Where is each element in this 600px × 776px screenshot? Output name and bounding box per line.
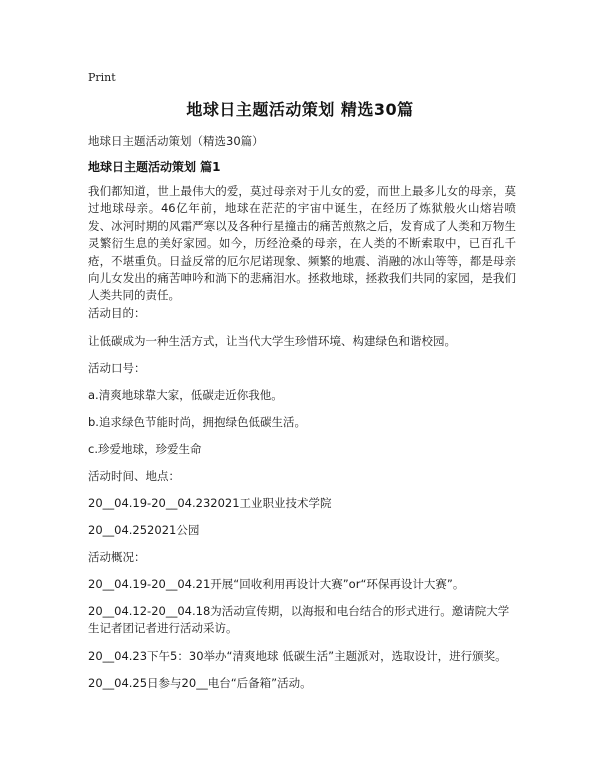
slogan-a: a.清爽地球靠大家，低碳走近你我他。 (88, 388, 283, 402)
slogan-c: c.珍爱地球，珍爱生命 (88, 442, 202, 456)
slogan-b: b.追求绿色节能时尚，拥抱绿色低碳生活。 (88, 415, 306, 429)
section-heading: 地球日主题活动策划 篇1 (88, 160, 221, 174)
overview-item-2: 20__04.12-20__04.18为活动宣传期，以海报和电台结合的形式进行。邀请院大学生记者团记者进行活动采访。 (88, 604, 510, 636)
time-place-1: 20__04.19-20__04.232021工业职业技术学院 (88, 496, 332, 510)
purpose-text: 让低碳成为一种生活方式，让当代大学生珍惜环境、构建绿色和谐校园。 (88, 334, 456, 348)
purpose-heading: 活动目的： (88, 306, 146, 320)
print-label: Print (88, 71, 116, 84)
overview-item-1: 20__04.19-20__04.21开展“回收利用再设计大赛”or“环保再设计大赛”。 (88, 577, 465, 591)
slogan-heading: 活动口号： (88, 361, 146, 375)
time-place-heading: 活动时间、地点： (88, 469, 180, 483)
overview-heading: 活动概况： (88, 550, 146, 564)
intro-paragraph: 我们都知道，世上最伟大的爱，莫过母亲对于儿女的爱，而世上最多儿女的母亲，莫过地球母亲。46亿年前，地球在茫茫的宇宙中诞生，在经历了炼狱般火山熔岩喷发、冰河时期的风霜严寒以及各种行星撞击的痛苦煎熬之后，发育成了人类和万物生灵繁衍生息的美好家园。如今，历经沧桑的母亲，在人类的不断索取中，已百孔千疮，不堪重负。日益反常的厄尔尼诺现象、频繁的地震、消融的冰山等等，都是母亲向儿女发出的痛苦呻吟和淌下的悲痛泪水。拯救地球，拯救我们共同的家园，是我们人类共同的责任。 (88, 184, 516, 303)
document-subtitle: 地球日主题活动策划（精选30篇） (88, 134, 264, 148)
time-place-2: 20__04.252021公园 (88, 523, 200, 537)
document-title: 地球日主题活动策划 精选30篇 (186, 100, 414, 119)
overview-item-4: 20__04.25日参与20__电台“后备箱”活动。 (88, 676, 312, 690)
overview-item-3: 20__04.23下午5：30举办“清爽地球 低碳生活”主题派对，选取设计，进行颁奖。 (88, 649, 507, 663)
